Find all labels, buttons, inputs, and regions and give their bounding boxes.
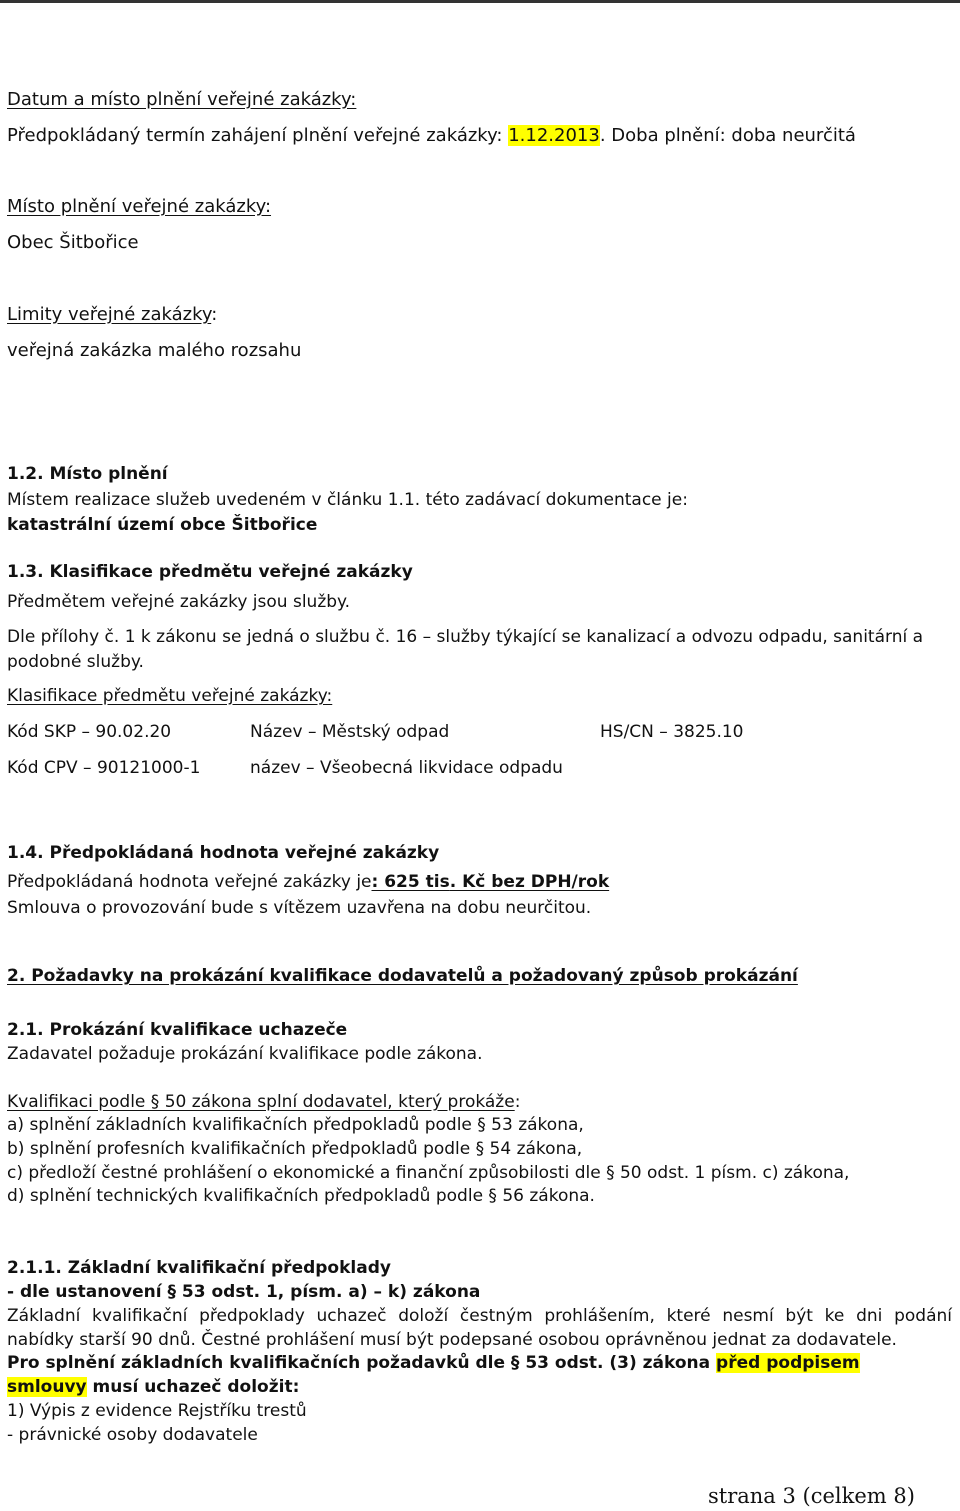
limits-heading: Limity veřejné zakázky <box>7 304 212 325</box>
bold-requirement-line1 <box>7 1354 860 1374</box>
qualification-intro-text: Kvalifikaci podle § 50 zákona splní dodavatel, který prokáže <box>7 1092 515 1112</box>
estimated-value-unit: . Kč bez DPH/rok <box>449 872 610 892</box>
limits-value: veřejná zakázka malého rozsahu <box>7 340 302 361</box>
estimated-value-line <box>7 873 609 893</box>
skp-row <box>7 723 947 743</box>
date-place-heading: Datum a místo plnění veřejné zakázky: <box>7 89 357 110</box>
limits-colon: : <box>211 304 218 325</box>
page-number: strana 3 (celkem 8) <box>708 1484 915 1508</box>
list-item: b) splnění profesních kvalifikačních předpokladů podle § 54 zákona, <box>7 1139 583 1159</box>
qualification-intro <box>7 1093 520 1113</box>
bold-requirement-text: Pro splnění základních kvalifikačních požadavků dle § 53 odst. (3) zákona <box>7 1353 717 1373</box>
section-1-3-line2: Dle přílohy č. 1 k zákonu se jedná o službu č. 16 – služby týkající se kanalizací a odvozu odpadu, sanitární a <box>7 627 924 647</box>
start-date-label: Předpokládaný termín zahájení plnění veřejné zakázky: <box>7 125 509 146</box>
cpv-code: Kód CPV – 90121000-1 <box>7 758 201 778</box>
section-2-title: 2. Požadavky na prokázání kvalifikace dodavatelů a požadovaný způsob prokázání <box>7 966 798 986</box>
highlighted-text: smlouvy <box>7 1377 87 1397</box>
start-date-line <box>7 126 856 147</box>
bold-requirement-line2 <box>7 1378 299 1398</box>
skp-code: Kód SKP – 90.02.20 <box>7 722 172 742</box>
requirement-item-2: - právnické osoby dodavatele <box>7 1425 258 1445</box>
list-item: c) předloží čestné prohlášení o ekonomické a finanční způsobilosti dle § 50 odst. 1 písm. c) zákona, <box>7 1163 850 1183</box>
section-1-2-title: 1.2. Místo plnění <box>7 464 168 484</box>
section-1-3-line3: podobné služby. <box>7 652 144 672</box>
bold-requirement-rest: musí uchazeč doložit: <box>86 1377 300 1397</box>
cpv-row <box>7 759 947 779</box>
top-rule <box>0 0 960 3</box>
classification-heading: Klasifikace předmětu veřejné zakázky: <box>7 686 333 706</box>
contract-duration: Smlouva o provozování bude s vítězem uzavřena na dobu neurčitou. <box>7 898 592 918</box>
section-2-1-1-title: 2.1.1. Základní kvalifikační předpoklady <box>7 1258 391 1278</box>
section-1-4-title: 1.4. Předpokládaná hodnota veřejné zakázky <box>7 843 440 863</box>
section-1-2-place: katastrální území obce Šitbořice <box>7 515 318 535</box>
section-1-3-title: 1.3. Klasifikace předmětu veřejné zakázky <box>7 562 413 582</box>
section-2-1-title: 2.1. Prokázání kvalifikace uchazeče <box>7 1020 348 1040</box>
paragraph-line: Základní kvalifikační předpoklady uchazeč doloží čestným prohlášením, které nesmí být ke dni podání <box>7 1306 952 1326</box>
list-item: d) splnění technických kvalifikačních předpokladů podle § 56 zákona. <box>7 1186 595 1206</box>
section-1-2-text: Místem realizace služeb uvedeném v článku 1.1. této zadávací dokumentace je: <box>7 490 688 510</box>
start-date-value: 1.12.2013 <box>508 125 600 146</box>
highlighted-text: před podpisem <box>716 1353 860 1373</box>
requirement-item-1: 1) Výpis z evidence Rejstříku trestů <box>7 1401 307 1421</box>
estimated-value-label: Předpokládaná hodnota veřejné zakázky je <box>7 872 372 892</box>
skp-name: Název – Městský odpad <box>250 722 450 742</box>
hscn-code: HS/CN – 3825.10 <box>600 722 744 742</box>
qualification-intro-colon: : <box>514 1092 521 1112</box>
list-item: a) splnění základních kvalifikačních předpokladů podle § 53 zákona, <box>7 1115 584 1135</box>
section-2-1-1-subtitle: - dle ustanovení § 53 odst. 1, písm. a) – k) zákona <box>7 1282 481 1302</box>
section-2-1-text: Zadavatel požaduje prokázání kvalifikace podle zákona. <box>7 1044 483 1064</box>
place-value: Obec Šitbořice <box>7 232 139 253</box>
place-heading: Místo plnění veřejné zakázky: <box>7 196 272 217</box>
estimated-value-amount: : 625 tis <box>371 872 450 892</box>
limits-heading-line <box>7 305 217 326</box>
section-1-3-line1: Předmětem veřejné zakázky jsou služby. <box>7 592 351 612</box>
duration-text: . Doba plnění: doba neurčitá <box>599 125 856 146</box>
paragraph-line: nabídky starší 90 dnů. Čestné prohlášení musí být podepsané osobou oprávněnou jednat za dodavatele. <box>7 1330 897 1350</box>
cpv-name: název – Všeobecná likvidace odpadu <box>250 758 563 778</box>
